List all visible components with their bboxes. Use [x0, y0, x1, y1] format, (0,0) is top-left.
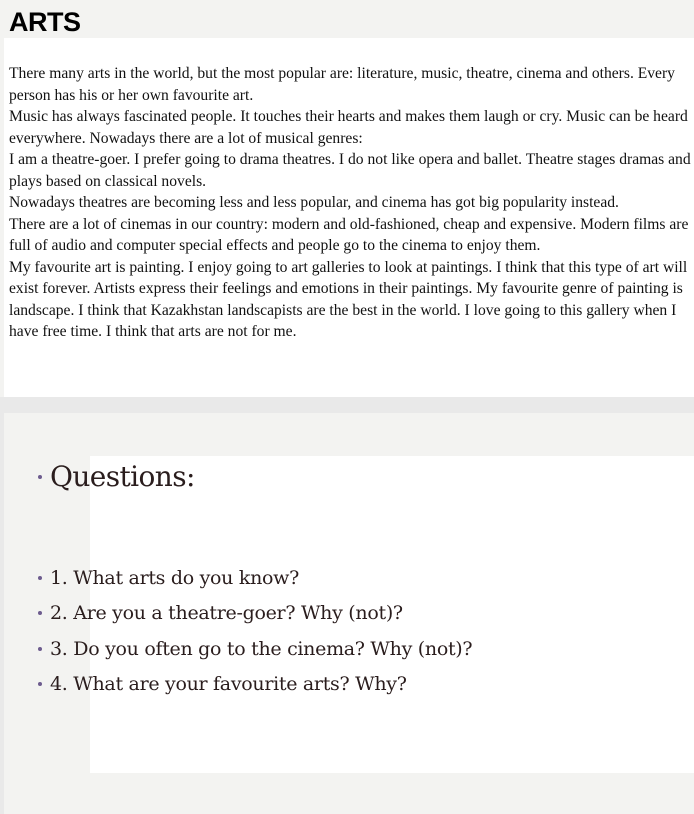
question-text: 2. Are you a theatre-goer? Why (not)? [50, 602, 403, 625]
paragraph-cinema: There are a lot of cinemas in our country: modern and old-fashioned, cheap and expensive. Modern films are full of audio and computer special effects and people go to the cinema to enjoy them. [9, 215, 689, 254]
bullet-icon [38, 682, 42, 686]
question-text: 3. Do you often go to the cinema? Why (not)? [50, 637, 473, 660]
bullet-icon [38, 647, 42, 651]
paragraph-theatre: I am a theatre-goer. I prefer going to drama theatres. I do not like opera and ballet. Theatre stages dramas and plays based on classical novels. [9, 151, 691, 190]
questions-slide [4, 413, 694, 814]
arts-slide [0, 0, 694, 397]
question-text: 1. What arts do you know? [50, 566, 300, 589]
bullet-icon [38, 576, 42, 580]
paragraph-music: Music has always fascinated people. It touches their hearts and makes them laugh or cry. Music can be heard everywhere. Nowadays there are a lot of musical genres: [9, 108, 688, 147]
paragraph-theatre-popularity: Nowadays theatres are becoming less and less popular, and cinema has got big popularity instead. [9, 194, 619, 211]
bullet-icon [38, 611, 42, 615]
question-item [38, 560, 472, 596]
question-item [38, 667, 472, 703]
slide-title: ARTS [9, 7, 81, 37]
paragraph-arts-intro: There many arts in the world, but the most popular are: literature, music, theatre, cinema and others. Every person has his or her own favourite art. [9, 65, 675, 104]
slide-body-text [9, 63, 693, 343]
question-item [38, 631, 472, 667]
bullet-icon [38, 475, 42, 479]
paragraph-painting: My favourite art is painting. I enjoy going to art galleries to look at paintings. I think that this type of art will exist forever. Artists express their feelings and emotions in their paintings. My favourite genre of painting is landscape. I think that Kazakhstan landscapists are the best in the world. I love going to this gallery when I have free time. I think that arts are not for me. [9, 258, 688, 340]
questions-title: Questions: [50, 460, 195, 493]
questions-list [38, 560, 472, 702]
question-item [38, 596, 472, 632]
question-text: 4. What are your favourite arts? Why? [50, 673, 407, 696]
questions-heading [38, 460, 195, 493]
